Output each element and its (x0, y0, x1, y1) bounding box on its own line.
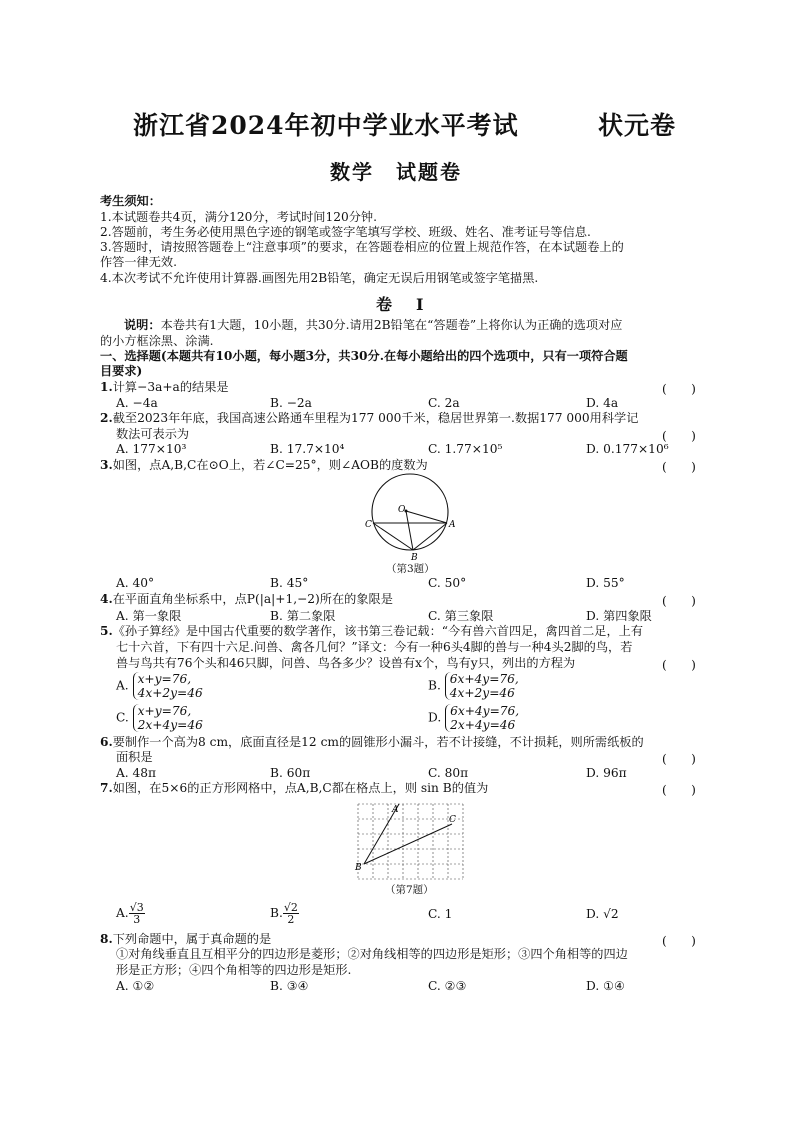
question-text: 计算−3a+a的结果是 (112, 380, 229, 394)
option-label: C. (116, 710, 129, 725)
label-c: C (365, 520, 372, 530)
fraction (283, 902, 299, 925)
equation-system (133, 672, 203, 700)
option-a: A. −4a (116, 396, 158, 410)
notice-item: 3.答题时，请按照答题卷上“注意事项”的要求，在答题卷相应的位置上规范作答，在本试题卷上的 (100, 240, 624, 254)
notice-heading: 考生须知： (100, 194, 161, 208)
option-b: B. 第二象限 (270, 609, 336, 623)
question-2-stem-cont: 数法可表示为 (116, 427, 190, 441)
option-label: A. (116, 906, 129, 920)
fraction-numerator: √2 (283, 901, 298, 914)
option-a: A. 40° (116, 576, 155, 590)
option-c: C. ②③ (428, 979, 467, 993)
notice-item: 作答一律无效. (100, 255, 177, 269)
question-number: 2. (100, 411, 113, 425)
option-d: D. ①④ (586, 979, 625, 993)
equation-system (445, 672, 519, 700)
fraction-denominator: 2 (287, 913, 295, 926)
label-b: B (411, 553, 418, 560)
section-note-text: 本卷共有1大题，10小题，共30分.请用2B铅笔在“答题卷”上将你认为正确的选项对应 (160, 318, 623, 332)
question-number: 8. (100, 932, 113, 946)
option-a (116, 902, 145, 925)
answer-paren: ( ) (662, 382, 696, 396)
edition-badge: 状元卷 (598, 111, 677, 140)
option-c: C. 50° (428, 576, 467, 590)
figure-caption: （第3题） (386, 563, 435, 575)
question-number: 3. (100, 458, 113, 472)
section-note (124, 318, 622, 333)
grid (358, 804, 463, 879)
option-d: D. 4a (586, 396, 619, 410)
figure-caption: （第7题） (385, 884, 434, 896)
fraction-numerator: √3 (129, 901, 144, 914)
option-a: A. 第一象限 (116, 609, 182, 623)
label-a: A (392, 805, 399, 815)
notice-item: 2.答题前，考生务必使用黑色字迹的钢笔或签字笔填写学校、班级、姓名、准考证号等信息. (100, 225, 591, 239)
answer-paren: ( ) (662, 752, 696, 766)
option-d: D. 96π (586, 766, 627, 780)
option-label: A. (116, 678, 129, 693)
option-b: B. 45° (270, 576, 309, 590)
question-6-stem (100, 735, 644, 750)
segment-oa (406, 511, 447, 523)
question-7-stem (100, 781, 488, 796)
notice-item: 1.本试题卷共4页，满分120分，考试时间120分钟. (100, 210, 377, 224)
option-a: A. 48π (116, 766, 157, 780)
option-c: C. 2a (428, 396, 460, 410)
question-text: 如图，点A,B,C在⊙O上，若∠C=25°，则∠AOB的度数为 (112, 458, 428, 472)
equation-system (445, 704, 519, 732)
equation-line: 4x+2y=46 (449, 686, 515, 700)
option-b: B. −2a (270, 396, 312, 410)
question-8-stem (100, 932, 271, 947)
circle-figure (360, 470, 460, 560)
option-a: A. ①② (116, 979, 155, 993)
question-number: 1. (100, 380, 113, 394)
section-label: 卷 Ⅰ (376, 295, 428, 314)
grid-figure (352, 798, 470, 882)
question-4-stem (100, 592, 393, 607)
equation-line: 6x+4y=76, (450, 704, 520, 718)
question-6-stem-cont: 面积是 (116, 750, 153, 764)
part-heading: 一、选择题(本题共有10小题，每小题3分，共30分.在每小题给出的四个选项中，只有一项符合题 (100, 349, 628, 363)
option-label: B. (270, 906, 283, 920)
option-c: C. 80π (428, 766, 469, 780)
equation-line: 2x+4y=46 (450, 718, 516, 732)
question-8-statements-cont: 形是正方形；④四个角相等的四边形是矩形. (116, 963, 352, 977)
part-heading-cont: 目要求) (100, 364, 143, 378)
option-a (116, 672, 203, 700)
option-d: D. 55° (586, 576, 625, 590)
option-c: C. 1.77×10⁵ (428, 442, 503, 456)
option-c: C. 第三象限 (428, 609, 494, 623)
option-a: A. 177×10³ (116, 442, 187, 456)
equation-line: 6x+4y=76, (449, 672, 519, 686)
question-text: 要制作一个高为8 cm，底面直径是12 cm的圆锥形小漏斗，若不计接缝，不计损耗，则所需纸板的 (112, 735, 644, 749)
fraction-denominator: 3 (133, 913, 141, 926)
question-8-statements: ①对角线垂直且互相平分的四边形是菱形；②对角线相等的四边形是矩形；③四个角相等的四边 (116, 947, 628, 961)
option-d: D. 0.177×10⁶ (586, 442, 669, 456)
question-5-stem (100, 624, 643, 639)
segment-ob (406, 511, 413, 550)
notice-item: 4.本次考试不允许使用计算器.画图先用2B铅笔，确定无误后用钢笔或签字笔描黑. (100, 271, 539, 285)
answer-paren: ( ) (662, 460, 696, 474)
equation-line: 4x+2y=46 (137, 686, 203, 700)
question-number: 6. (100, 735, 113, 749)
question-text: 在平面直角坐标系中，点P(|a|+1,−2)所在的象限是 (112, 592, 393, 606)
option-d: D. √2 (586, 907, 619, 921)
label-o: O (398, 505, 406, 515)
label-a: A (449, 520, 456, 530)
option-d: D. 第四象限 (586, 609, 652, 623)
equation-system (133, 704, 203, 732)
label-b: B (355, 863, 362, 873)
equation-line: x+y=76, (137, 672, 192, 686)
option-label: B. (428, 678, 441, 693)
option-b: B. ③④ (270, 979, 309, 993)
section-note-label: 说明： (124, 318, 161, 332)
segment-bc (364, 824, 452, 864)
equation-line: x+y=76, (137, 704, 192, 718)
question-number: 7. (100, 781, 113, 795)
question-text: 如图，在5×6的正方形网格中，点A,B,C都在格点上，则 sin B的值为 (112, 781, 489, 795)
answer-paren: ( ) (662, 658, 696, 672)
equation-line: 2x+4y=46 (137, 718, 203, 732)
option-c: C. 1 (428, 907, 453, 921)
answer-paren: ( ) (662, 429, 696, 443)
option-c (116, 704, 203, 732)
option-label: D. (428, 710, 442, 725)
question-5-stem-cont: 兽与鸟共有76个头和46只脚，问兽、鸟各多少？设兽有x个，鸟有y只，列出的方程为 (116, 656, 576, 670)
question-1-stem (100, 380, 229, 395)
label-c: C (449, 815, 456, 825)
option-b (428, 672, 519, 700)
answer-paren: ( ) (662, 783, 696, 797)
answer-paren: ( ) (662, 594, 696, 608)
segment-ab (413, 523, 447, 550)
question-text: 截至2023年年底，我国高速公路通车里程为177 000千米，稳居世界第一.数据177 000用科学记 (112, 411, 639, 425)
question-text: 下列命题中，属于真命题的是 (112, 932, 272, 946)
option-b: B. 60π (270, 766, 311, 780)
paper-subtitle: 数学 试题卷 (330, 160, 462, 184)
option-b (270, 902, 299, 925)
question-text: 《孙子算经》是中国古代重要的数学著作，该书第三卷记载：“今有兽六首四足，禽四首二足，上有 (112, 624, 644, 638)
fraction (129, 902, 145, 925)
option-b: B. 17.7×10⁴ (270, 442, 345, 456)
answer-paren: ( ) (662, 934, 696, 948)
section-note-cont: 的小方框涂黑、涂满. (100, 334, 214, 348)
question-number: 5. (100, 624, 113, 638)
question-number: 4. (100, 592, 113, 606)
question-2-stem (100, 411, 638, 426)
option-d (428, 704, 519, 732)
exam-title: 浙江省2024年初中学业水平考试 (133, 111, 519, 140)
question-5-stem-cont: 七十六首，下有四十六足.问兽、禽各几何？”译文：今有一种6头4脚的兽与一种4头2脚的鸟，若 (116, 640, 633, 654)
